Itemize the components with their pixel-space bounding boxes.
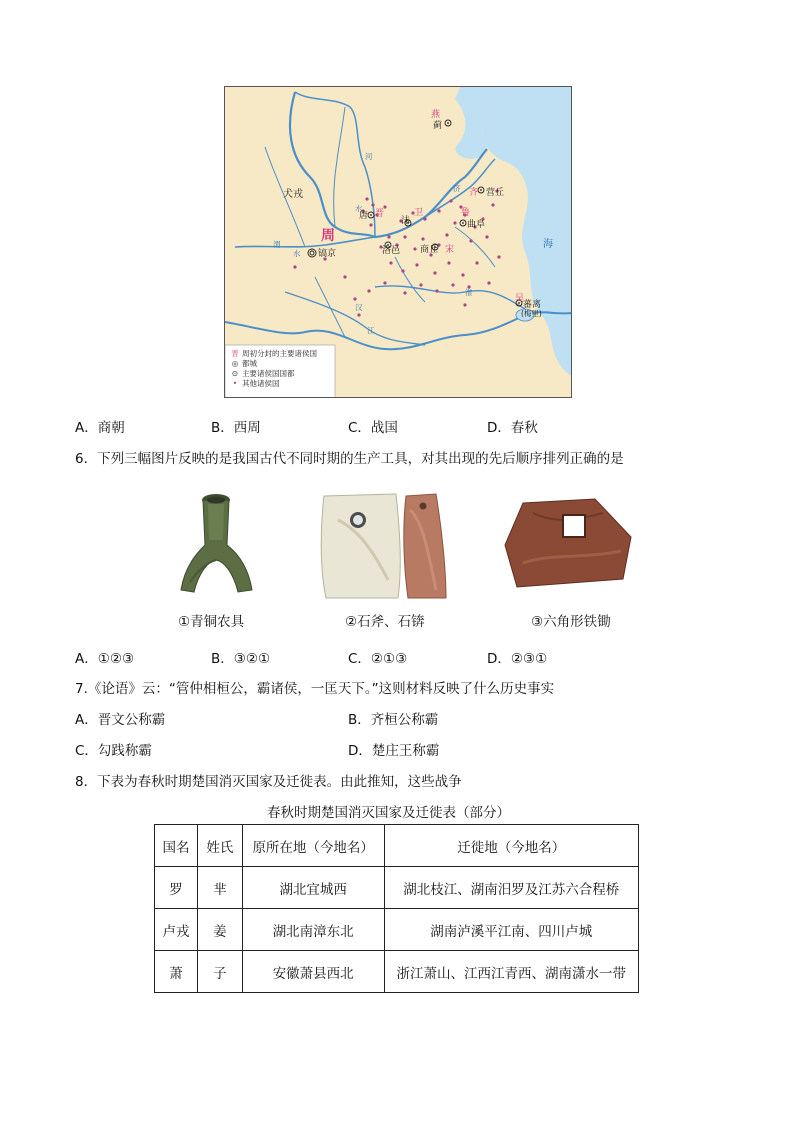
table-cell: 浙江萧山、江西江青西、湖南潇水一带 — [384, 951, 638, 993]
legend-item-1: 周初分封的主要诸侯国 — [242, 349, 317, 358]
legend-item-4: 其他诸侯国 — [242, 379, 280, 388]
q6-stem: 6．下列三幅图片反映的是我国古代不同时期的生产工具，对其出现的先后顺序排列正确的是 — [75, 451, 624, 467]
q7-option-d: D．楚庄王称霸 — [348, 743, 440, 759]
label-yan: 燕 — [431, 110, 441, 120]
table-cell: 安徽萧县西北 — [242, 951, 384, 993]
label-river-ji: 济 — [453, 184, 461, 193]
q6-option-b: B．③②① — [211, 651, 271, 667]
q6-option-c: C．②①③ — [348, 651, 408, 667]
caption-bronze-tool: ①青铜农具 — [178, 614, 245, 630]
header-cell: 原所在地（今地名） — [242, 825, 384, 867]
header-cell: 姓氏 — [197, 825, 242, 867]
table-cell: 芈 — [197, 867, 242, 909]
label-meili: (梅里) — [521, 309, 542, 318]
iron-hoe-image — [503, 493, 637, 593]
label-jin: 晋 — [375, 209, 385, 219]
table-cell: 萧 — [155, 951, 198, 993]
q7-option-b: B．齐桓公称霸 — [348, 712, 439, 728]
table-title: 春秋时期楚国消灭国家及迁徙表（部分） — [267, 805, 510, 821]
chu-conquest-table — [154, 824, 639, 993]
label-mo: 沬 — [401, 216, 411, 226]
q5-option-b: B．西周 — [211, 420, 261, 436]
label-qi: 齐 — [469, 188, 479, 198]
stone-axe-adze-image — [318, 490, 458, 602]
q7-stem: 7.《论语》云：“管仲相桓公，霸诸侯，一匡天下。”这则材料反映了什么历史事实 — [75, 681, 555, 697]
table-cell: 卢戎 — [155, 909, 198, 951]
label-luoyi: 洛邑 — [382, 246, 401, 256]
legend-item-3: 主要诸侯国国都 — [242, 369, 295, 378]
table-row — [155, 951, 639, 993]
header-cell: 国名 — [155, 825, 198, 867]
label-haojing: 镐京 — [318, 249, 337, 259]
label-sea: 海 — [543, 239, 553, 250]
label-river-shui-1: 水 — [355, 204, 363, 213]
label-wei: 卫 — [414, 208, 424, 218]
label-lu: 鲁 — [461, 208, 471, 218]
other-state-dot-icon: • — [232, 379, 238, 388]
table-header-row — [155, 825, 639, 867]
label-quanrong: 犬戎 — [283, 189, 303, 200]
label-zhou: 周 — [321, 228, 335, 244]
bronze-tool-image — [178, 490, 258, 600]
label-river-shui-2: 水 — [293, 249, 301, 258]
capital-icon: ◎ — [231, 359, 239, 368]
q5-option-c: C．战国 — [348, 420, 398, 436]
label-shangqiu: 商丘 — [420, 245, 439, 255]
q7-option-a: A．晋文公称霸 — [75, 712, 166, 728]
state-capital-icon: ⊙ — [231, 369, 239, 378]
label-qufu: 曲阜 — [467, 220, 486, 230]
label-river-he: 河 — [365, 152, 373, 161]
table-cell: 湖南泸溪平江南、四川卢城 — [384, 909, 638, 951]
western-zhou-map — [224, 86, 572, 398]
table-cell: 湖北宜城西 — [242, 867, 384, 909]
q5-option-a: A．商朝 — [75, 420, 125, 436]
caption-stone-tools: ②石斧、石锛 — [345, 614, 425, 630]
q6-option-d: D．②③① — [487, 651, 548, 667]
table-cell: 湖北南漳东北 — [242, 909, 384, 951]
caption-iron-hoe: ③六角形铁锄 — [531, 614, 611, 630]
header-cell: 迁徙地（今地名） — [384, 825, 638, 867]
label-river-jiang: 江 — [367, 326, 375, 335]
label-tang: 唐 — [359, 211, 369, 221]
table-cell: 罗 — [155, 867, 198, 909]
table-cell: 湖北枝江、湖南汨罗及江苏六合程桥 — [384, 867, 638, 909]
label-song: 宋 — [445, 245, 455, 255]
q6-option-a: A．①②③ — [75, 651, 135, 667]
legend-item-2: 都城 — [242, 359, 257, 368]
table-cell: 子 — [197, 951, 242, 993]
label-yingqiu: 营丘 — [486, 188, 505, 198]
q5-option-d: D．春秋 — [487, 420, 538, 436]
label-ji: 蓟 — [433, 121, 443, 131]
map-legend — [228, 349, 317, 389]
q7-option-c: C．勾践称霸 — [75, 743, 152, 759]
legend-sample-char: 晋 — [231, 349, 239, 358]
table-row — [155, 867, 639, 909]
label-river-huai: 淮 — [465, 288, 473, 297]
label-fanli: 蕃离 — [523, 300, 542, 310]
table-row — [155, 909, 639, 951]
label-river-han: 汉 — [355, 303, 363, 312]
q8-stem: 8．下表为春秋时期楚国消灭国家及迁徙表。由此推知，这些战争 — [75, 774, 462, 790]
table-cell: 姜 — [197, 909, 242, 951]
label-river-wei: 渭 — [273, 240, 281, 249]
label-wu: 吴 — [515, 294, 525, 304]
